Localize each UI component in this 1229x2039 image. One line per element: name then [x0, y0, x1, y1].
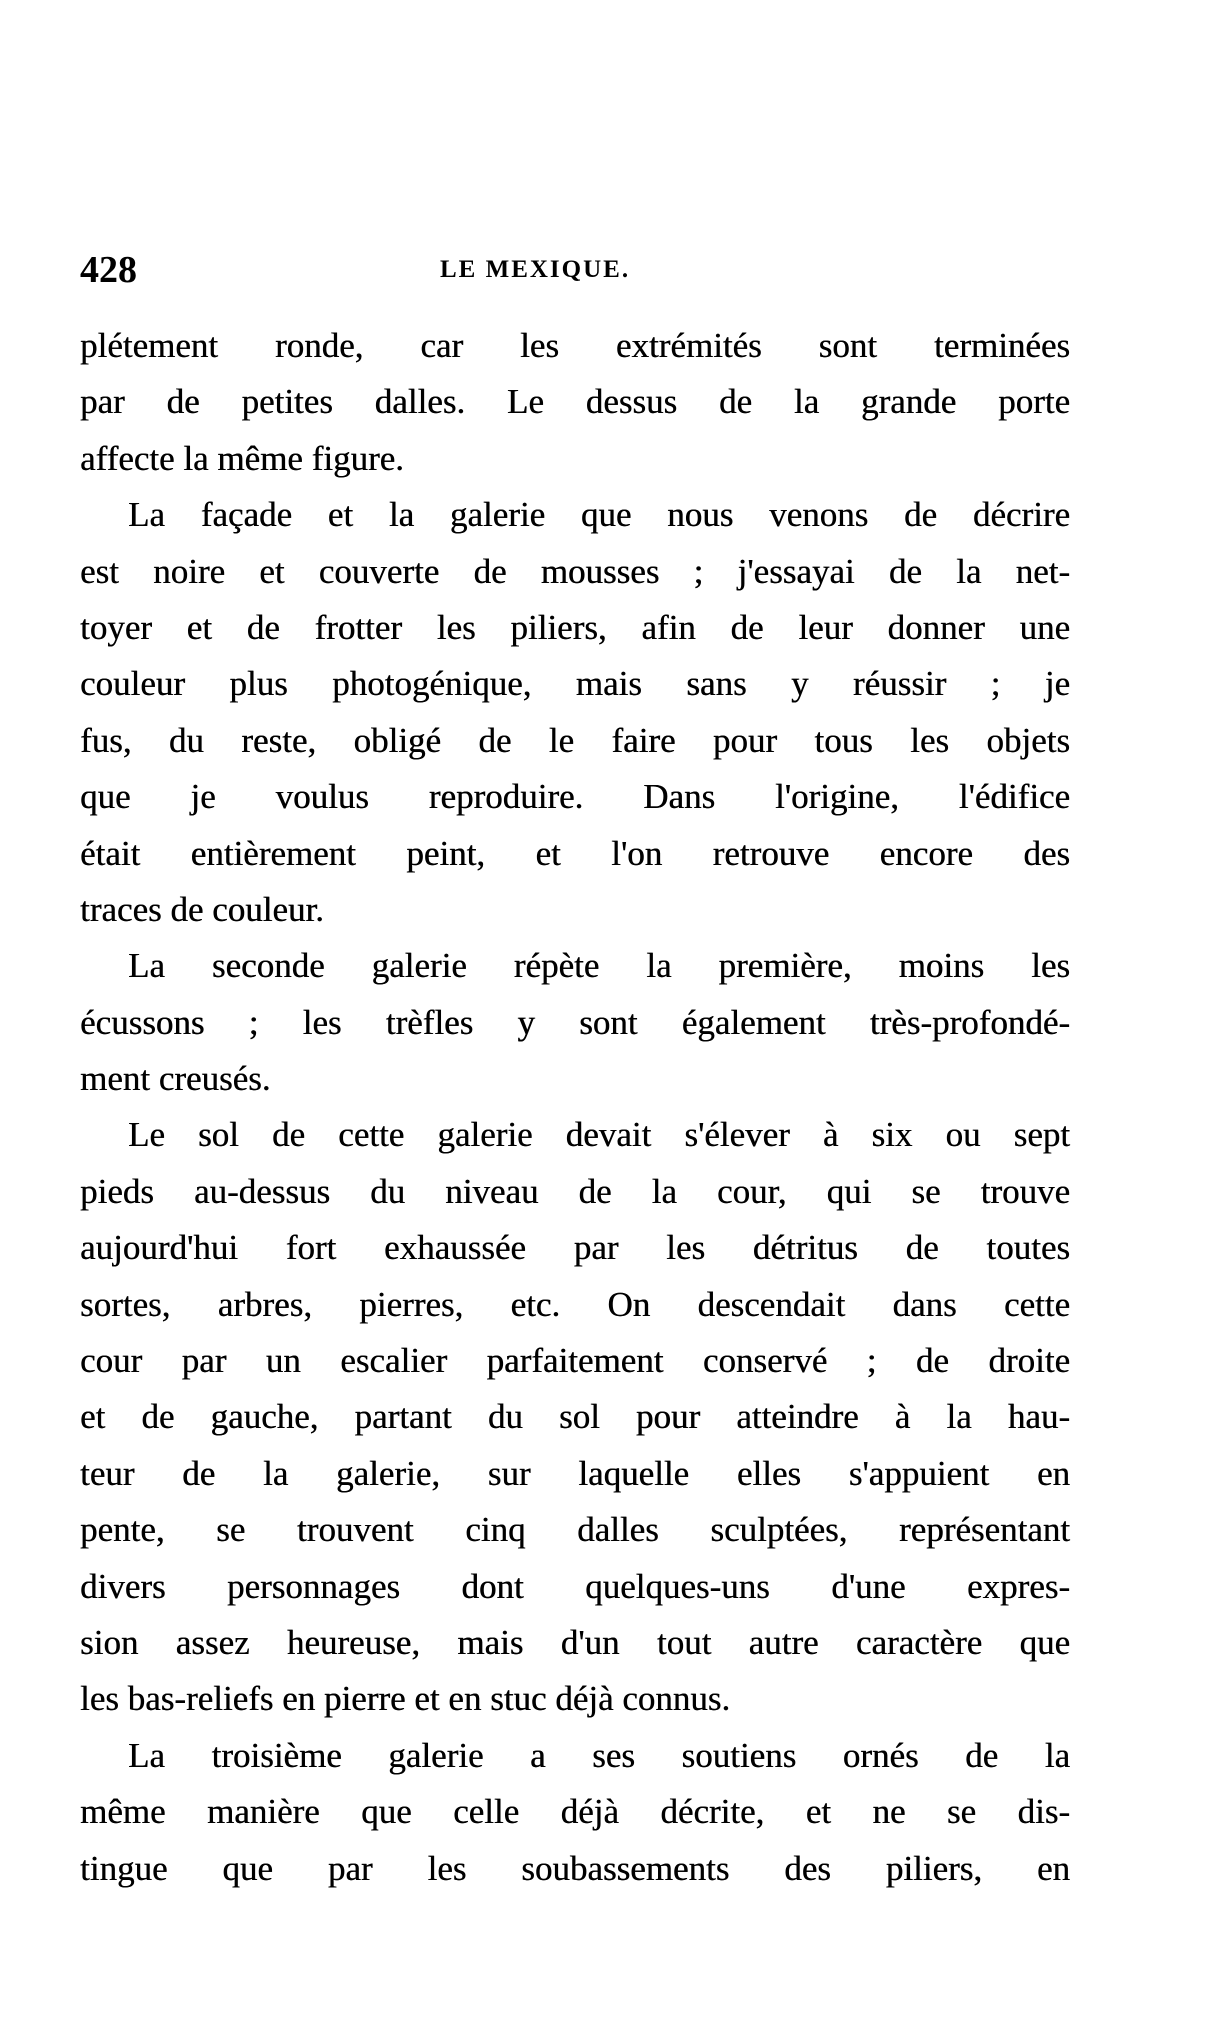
- text-line: traces de couleur.: [80, 889, 324, 929]
- text-line: était entièrement peint, et l'on retrouve encore des: [80, 833, 1070, 873]
- text-line: même manière que celle déjà décrite, et ne se dis-: [80, 1792, 1070, 1832]
- text-line: ment creusés.: [80, 1059, 271, 1099]
- text-line: fus, du reste, obligé de le faire pour tous les objets: [80, 720, 1070, 760]
- text-line: La façade et la galerie que nous venons de décrire: [128, 495, 1070, 535]
- text-line: Le sol de cette galerie devait s'élever à six ou sept: [128, 1115, 1070, 1155]
- text-line: pente, se trouvent cinq dalles sculptées, représentant: [80, 1510, 1070, 1550]
- text-line: cour par un escalier parfaitement conservé ; de droite: [80, 1341, 1070, 1381]
- text-line: affecte la même figure.: [80, 438, 404, 478]
- text-line: que je voulus reproduire. Dans l'origine, l'édifice: [80, 777, 1070, 817]
- page-body-text: [80, 318, 1070, 1897]
- text-line: La troisième galerie a ses soutiens ornés de la: [128, 1735, 1070, 1775]
- text-line: et de gauche, partant du sol pour atteindre à la hau-: [80, 1397, 1070, 1437]
- text-line: est noire et couverte de mousses ; j'essayai de la net-: [80, 551, 1070, 591]
- running-title: LE MEXIQUE.: [440, 256, 631, 283]
- text-line: sortes, arbres, pierres, etc. On descendait dans cette: [80, 1284, 1070, 1324]
- text-line: teur de la galerie, sur laquelle elles s'appuient en: [80, 1453, 1070, 1493]
- text-line: par de petites dalles. Le dessus de la grande porte: [80, 382, 1070, 422]
- text-line: sion assez heureuse, mais d'un tout autre caractère que: [80, 1622, 1070, 1662]
- text-line: La seconde galerie répète la première, moins les: [128, 946, 1070, 986]
- text-line: toyer et de frotter les piliers, afin de leur donner une: [80, 607, 1070, 647]
- text-line: pieds au-dessus du niveau de la cour, qui se trouve: [80, 1171, 1070, 1211]
- text-line: aujourd'hui fort exhaussée par les détritus de toutes: [80, 1228, 1070, 1268]
- text-line: divers personnages dont quelques-uns d'une expres-: [80, 1566, 1070, 1606]
- page-number: 428: [80, 249, 137, 291]
- text-line: plétement ronde, car les extrémités sont terminées: [80, 326, 1070, 365]
- text-line: tingue que par les soubassements des piliers, en: [80, 1848, 1070, 1888]
- text-line: couleur plus photogénique, mais sans y réussir ; je: [80, 664, 1070, 704]
- text-line: écussons ; les trèfles y sont également très-profondé-: [80, 1002, 1070, 1042]
- text-line: les bas-reliefs en pierre et en stuc déjà connus.: [80, 1679, 731, 1719]
